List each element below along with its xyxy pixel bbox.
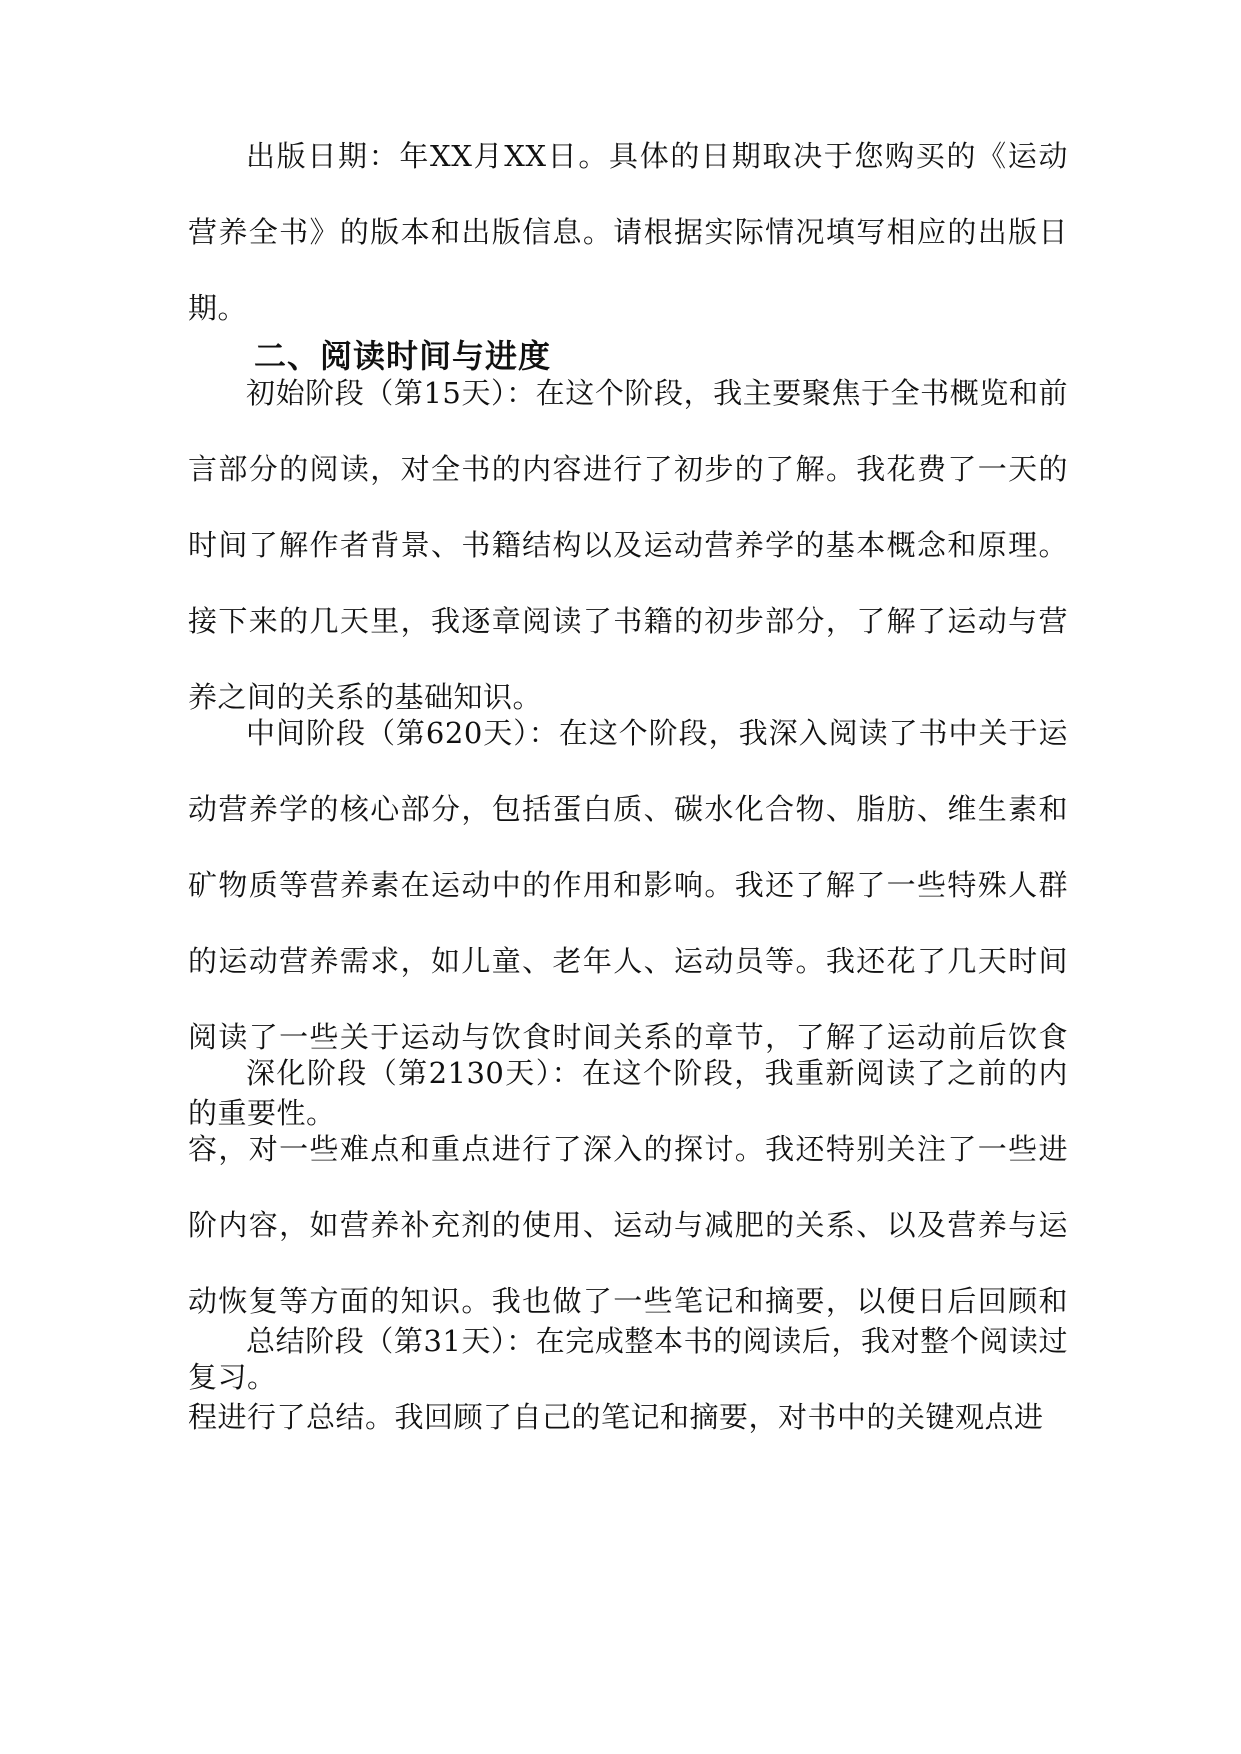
paragraph-deepening-stage: 深化阶段（第2130天）：在这个阶段，我重新阅读了之前的内容，对一些难点和重点进行了深入的探讨。我还特别关注了一些进阶内容，如营养补充剂的使用、运动与减肥的关系、以及营养与运动恢复等方面的知识。我也做了一些笔记和摘要，以便日后回顾和复习。 [188, 1056, 1068, 1394]
paragraph-summary-stage: 总结阶段（第31天）：在完成整本书的阅读后，我对整个阅读过程进行了总结。我回顾了自己的笔记和摘要，对书中的关键观点进 [188, 1324, 1068, 1434]
paragraph-middle-stage: 中间阶段（第620天）：在这个阶段，我深入阅读了书中关于运动营养学的核心部分，包括蛋白质、碳水化合物、脂肪、维生素和矿物质等营养素在运动中的作用和影响。我还了解了一些特殊人群的运动营养需求，如儿童、老年人、运动员等。我还花了几天时间阅读了一些关于运动与饮食时间关系的章节，了解了运动前后饮食的重要性。 [188, 716, 1068, 1130]
paragraph-initial-stage: 初始阶段（第15天）：在这个阶段，我主要聚焦于全书概览和前言部分的阅读，对全书的内容进行了初步的了解。我花费了一天的时间了解作者背景、书籍结构以及运动营养学的基本概念和原理。接下来的几天里，我逐章阅读了书籍的初步部分，了解了运动与营养之间的关系的基础知识。 [188, 376, 1068, 714]
section-heading: 二、阅读时间与进度 [254, 337, 552, 375]
publication-date-paragraph: 出版日期：年XX月XX日。具体的日期取决于您购买的《运动营养全书》的版本和出版信息。请根据实际情况填写相应的出版日期。 [188, 139, 1068, 325]
